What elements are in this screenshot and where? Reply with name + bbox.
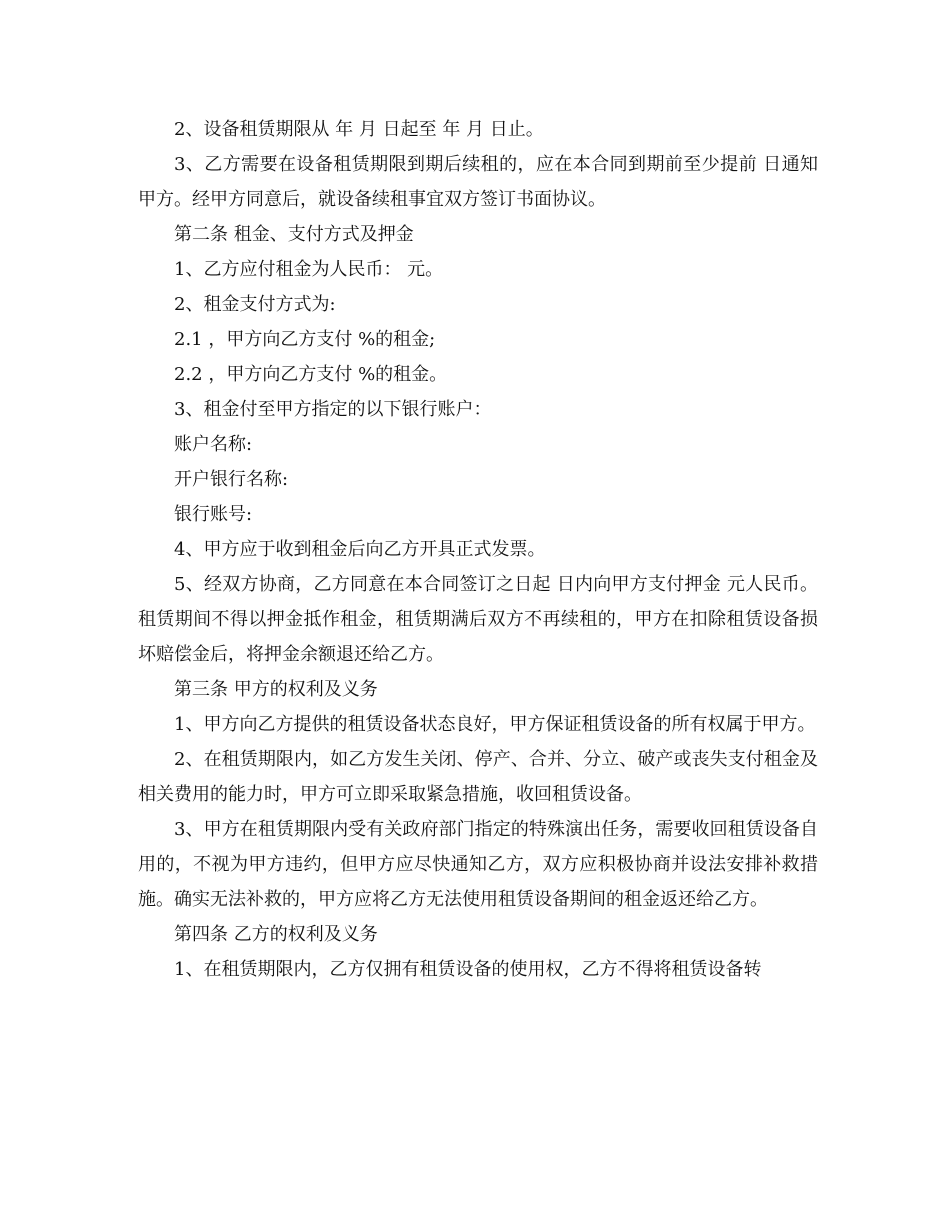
clause-payment-2-2: 2.2 ，甲方向乙方支付 %的租金。 [174, 364, 448, 385]
clause-rent-amount: 1、乙方应付租金为人民币： 元。 [174, 259, 444, 280]
clause-bank-account: 3、租金付至甲方指定的以下银行账户： [174, 399, 492, 420]
clause-renewal-notice: 3、乙方需要在设备租赁期限到期后续租的，应在本合同到期前至少提前 日通知甲方。经甲方同意后，就设备续租事宜双方签订书面协议。 [138, 154, 818, 210]
clause-invoice: 4、甲方应于收到租金后向乙方开具正式发票。 [174, 539, 546, 560]
clause-lessor-ownership: 1、甲方向乙方提供的租赁设备状态良好，甲方保证租赁设备的所有权属于甲方。 [174, 714, 816, 735]
article-4-heading: 第四条 乙方的权利及义务 [174, 924, 378, 945]
account-name-line: 账户名称: [174, 434, 253, 455]
clause-lessor-special-task: 3、甲方在租赁期限内受有关政府部门指定的特殊演出任务，需要收回租赁设备自用的，不视为甲方违约，但甲方应尽快通知乙方，双方应积极协商并设法安排补救措施。确实无法补救的，甲方应将乙方无法使用租赁设备期间的租金返还给乙方。 [138, 819, 818, 910]
clause-payment-2-1: 2.1 ，甲方向乙方支付 %的租金; [174, 329, 436, 350]
document-body [138, 112, 818, 987]
clause-lessor-recovery: 2、在租赁期限内，如乙方发生关闭、停产、合并、分立、破产或丧失支付租金及相关费用的能力时，甲方可立即采取紧急措施，收回租赁设备。 [138, 749, 818, 805]
clause-payment-method: 2、租金支付方式为: [174, 294, 336, 315]
clause-deposit: 5、经双方协商，乙方同意在本合同签订之日起 日内向甲方支付押金 元人民币。租赁期间不得以押金抵作租金，租赁期满后双方不再续租的，甲方在扣除租赁设备损坏赔偿金后，将押金余额退还给乙方。 [138, 574, 818, 665]
bank-name-line: 开户银行名称: [174, 469, 289, 490]
clause-lessee-use-right: 1、在租赁期限内，乙方仅拥有租赁设备的使用权，乙方不得将租赁设备转 [174, 959, 762, 980]
account-number-line: 银行账号: [174, 504, 253, 525]
article-2-heading: 第二条 租金、支付方式及押金 [174, 224, 414, 245]
clause-lease-term: 2、设备租赁期限从 年 月 日起至 年 月 日止。 [174, 119, 544, 140]
article-3-heading: 第三条 甲方的权利及义务 [174, 679, 378, 700]
